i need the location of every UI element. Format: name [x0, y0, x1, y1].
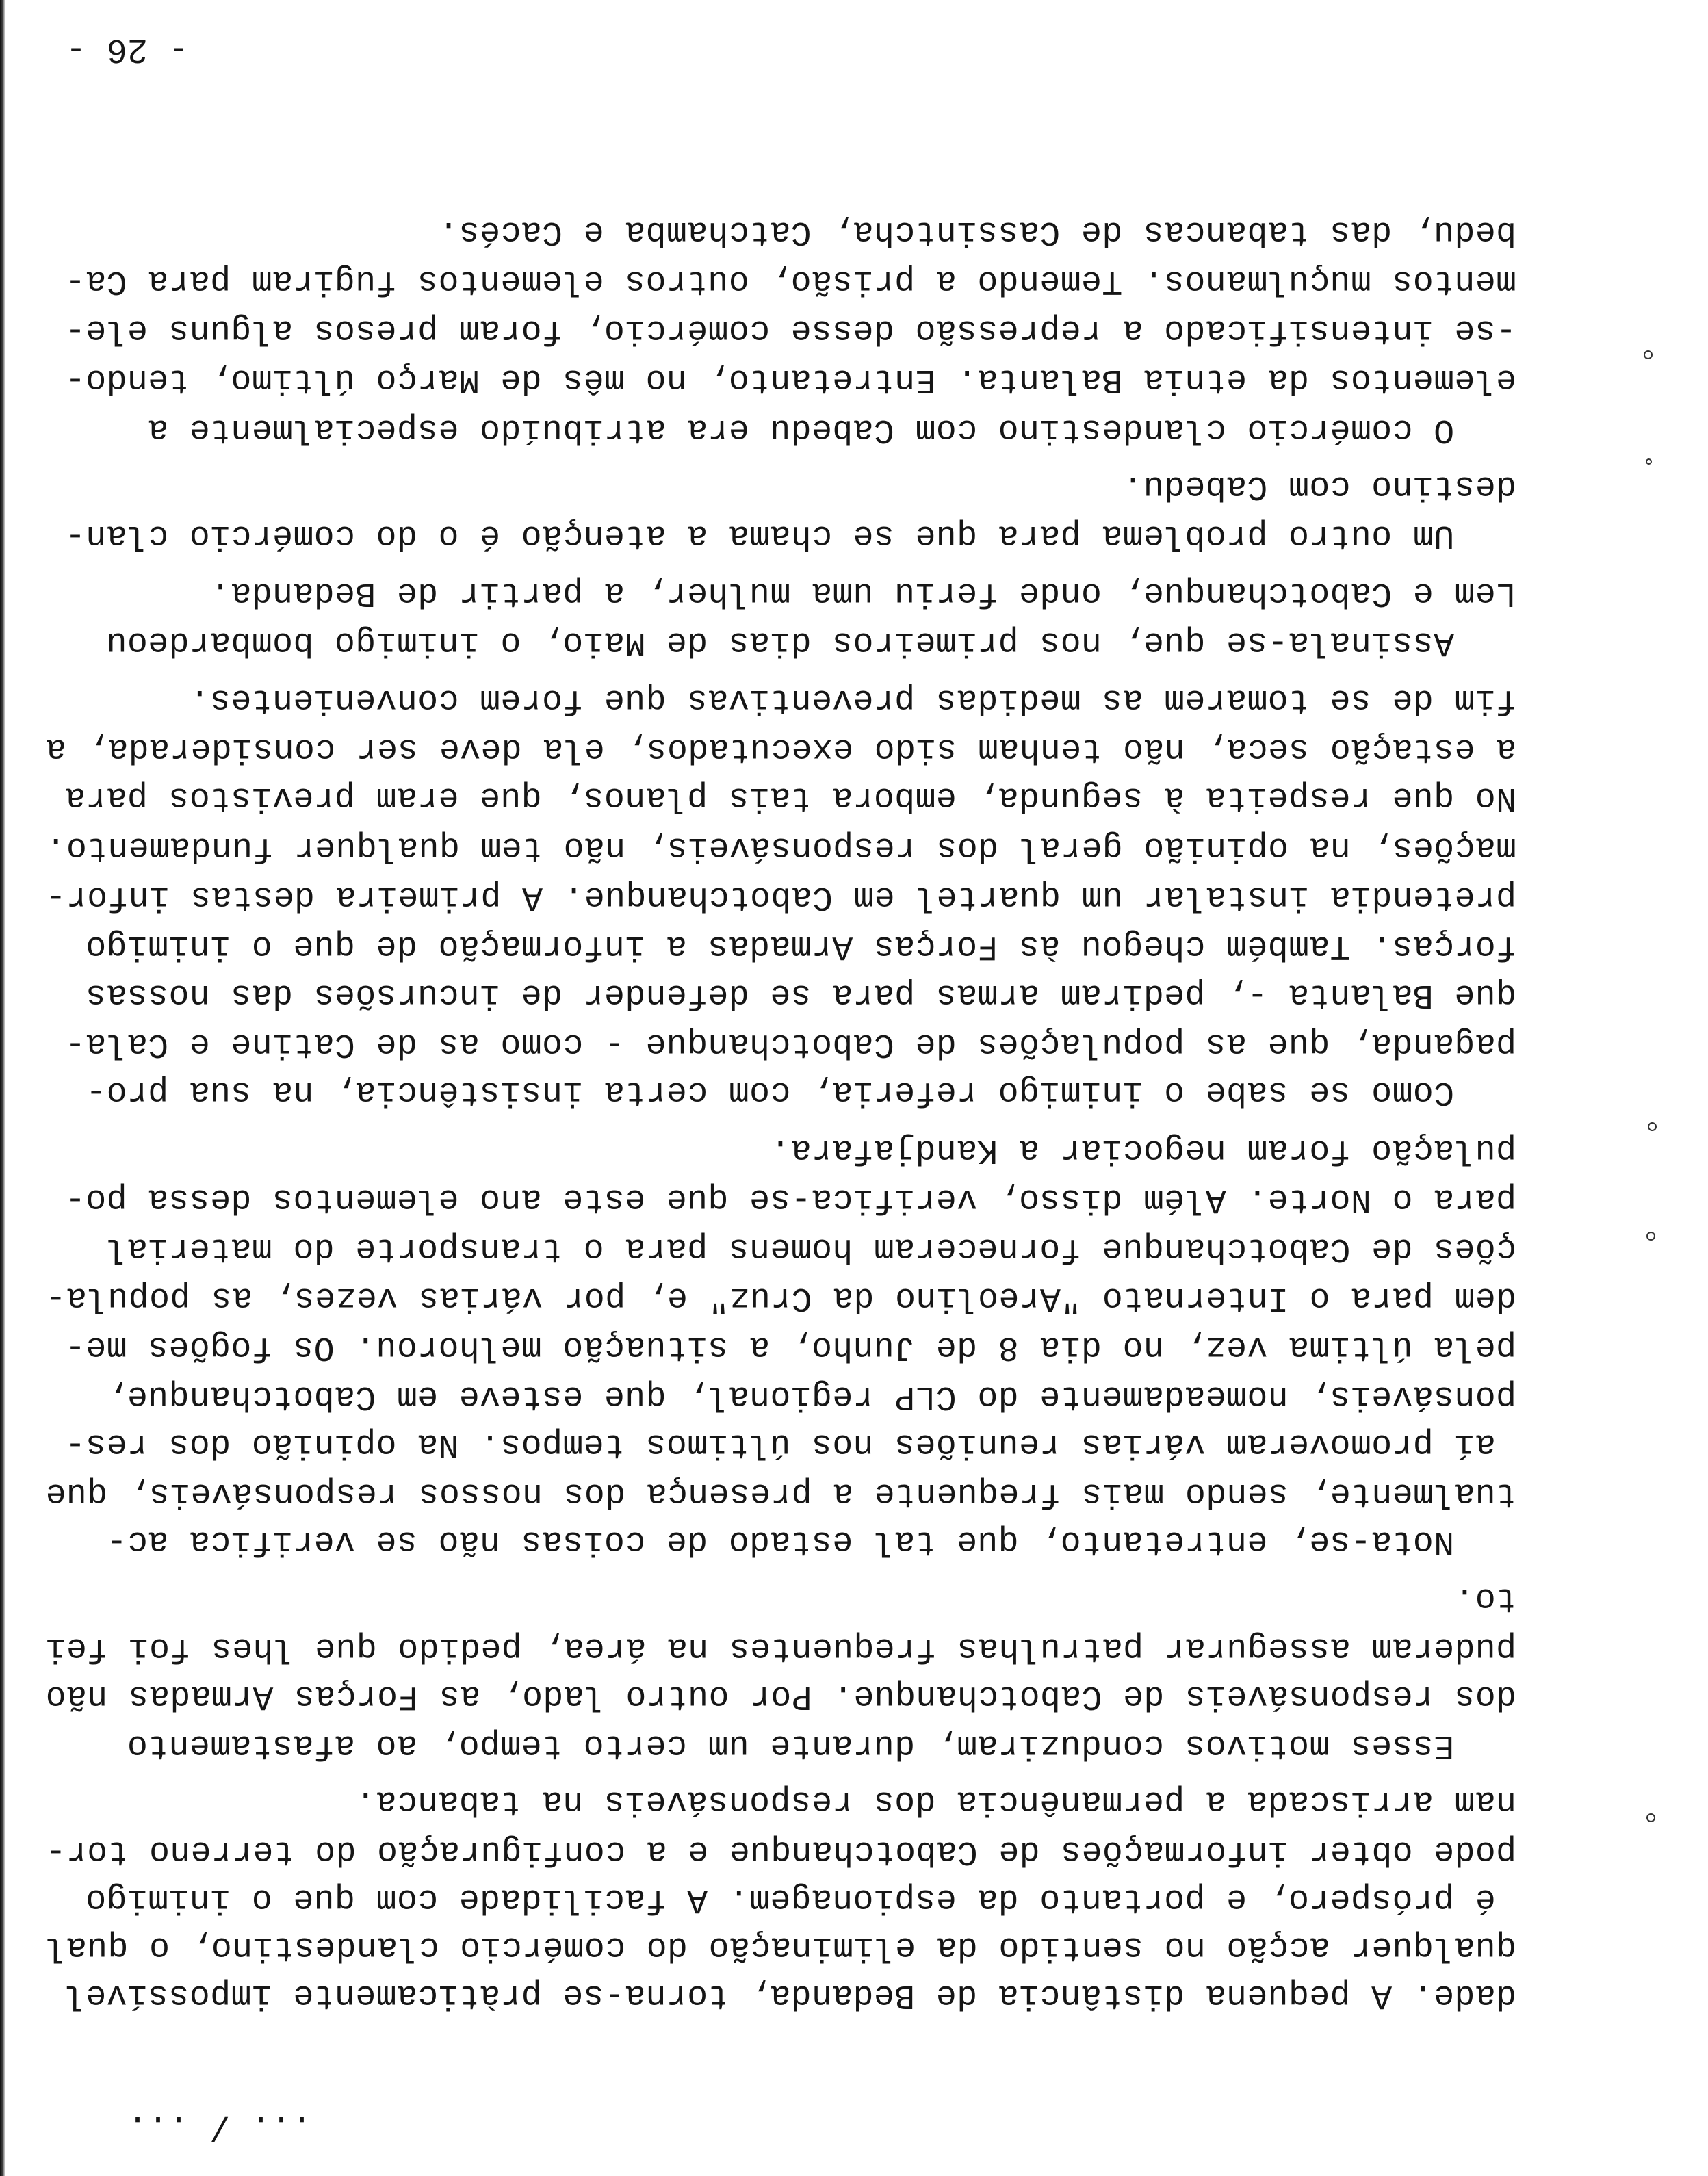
text-line: No que respeita à segunda, embora tais planos, que eram previstos para	[64, 778, 1516, 817]
text-line: pulação foram negociar a Kandjafara.	[770, 1130, 1516, 1169]
text-line: é próspero, e portanto da espionagem. A facilidade com que o inimigo	[85, 1880, 1516, 1919]
text-line: mentos muçulmanos. Temendo a prisão, outros elementos fugiram para Ca-	[64, 261, 1516, 300]
text-line: Lem e Cabotchanque, onde feriu uma mulher, a partir de Bedanda.	[209, 573, 1516, 612]
text-line: to.	[1454, 1579, 1516, 1618]
text-line: pela última vez, no dia 8 de Junho, a situação melhorou. Os fogões me-	[64, 1327, 1516, 1367]
text-line: puderam assegurar patrulhas frequentes na área, pedido que lhes foi fei	[45, 1629, 1516, 1668]
text-line: aí promoveram várias reuniões nos últimos tempos. Na opinião dos res-	[64, 1425, 1516, 1464]
text-line: bedu, das tabancas de Cassintcha, Catchamba e Cacés.	[438, 212, 1516, 251]
text-line: forças. Também chegou às Forças Armadas a informação de que o inimigo	[85, 927, 1516, 966]
text-line: que Balanta -, pediram armas para se defender de incursões das nossas	[85, 975, 1516, 1014]
text-line: dade. A pequena distância de Bedanda, torna-se pràticamente impossível	[64, 1976, 1516, 2015]
text-line: ponsáveis, nomeadamente do CLP regional, que esteve em Cabotchanque,	[106, 1377, 1516, 1416]
text-line: Um outro problema para que se chama a atenção é o do comércio clan-	[64, 516, 1516, 555]
text-line: Esses motivos conduziram, durante um certo tempo, ao afastamento	[127, 1726, 1516, 1765]
text-line: tualmente, sendo mais frequente a presença dos nossos responsáveis, que	[45, 1474, 1516, 1513]
page-number: - 26 -	[65, 29, 189, 68]
text-line: para o Norte. Além disso, verifica-se que este ano elementos dessa po-	[64, 1180, 1516, 1219]
continuation-marker: ... / ...	[127, 2106, 312, 2145]
text-line: mações, na opinião geral dos responsáveis, não tem qualquer fundamento.	[45, 828, 1516, 867]
text-line: dos responsáveis de Cabotchanque. Por outro lado, as Forças Armadas não	[45, 1676, 1516, 1715]
text-line: paganda, que as populações de Cabotchanque - como as de Catine e Cala-	[64, 1024, 1516, 1063]
text-line: fim de se tomarem as medidas preventivas que forem convenientes.	[189, 680, 1516, 719]
text-line: pretendia instalar um quartel em Cabotchanque. A primeira destas infor-	[45, 877, 1516, 916]
text-line: a estação seca, não tenham sido executados, ela deve ser considerada, a	[45, 729, 1516, 768]
text-line: ções de Cabotchanque forneceram homens para o transporte do material	[106, 1229, 1516, 1268]
text-line: dem para o Internato "Areolino da Cruz" e, por várias vezes, as popula-	[45, 1278, 1516, 1317]
text-line: elementos da etnia Balanta. Entretanto, no mês de Março último, tendo-	[64, 360, 1516, 399]
text-line: Nota-se, entretanto, que tal estado de coisas não se verifica ac-	[106, 1522, 1516, 1561]
text-line: Assinala-se que, nos primeiros dias de Maio, o inimigo bombardeou	[106, 623, 1516, 662]
text-line: pode obter informações de Cabotchanque e a configuração do terreno tor-	[45, 1832, 1516, 1871]
text-line: Como se sabe o inimigo referia, com certa insistência, na sua pro-	[85, 1072, 1516, 1111]
text-line: O comércio clandestino com Cabedu era atribuído especialmente a	[147, 410, 1516, 449]
text-line: destino com Cabedu.	[1122, 467, 1516, 506]
text-line: -se intensificado a repressão desse comércio, foram presos alguns ele-	[64, 311, 1516, 350]
text-line: qualquer acção no sentido da eliminação do comércio clandestino, o qual	[45, 1928, 1516, 1967]
text-line: nam arriscada a permanência dos responsáveis na tabanca.	[354, 1782, 1516, 1821]
